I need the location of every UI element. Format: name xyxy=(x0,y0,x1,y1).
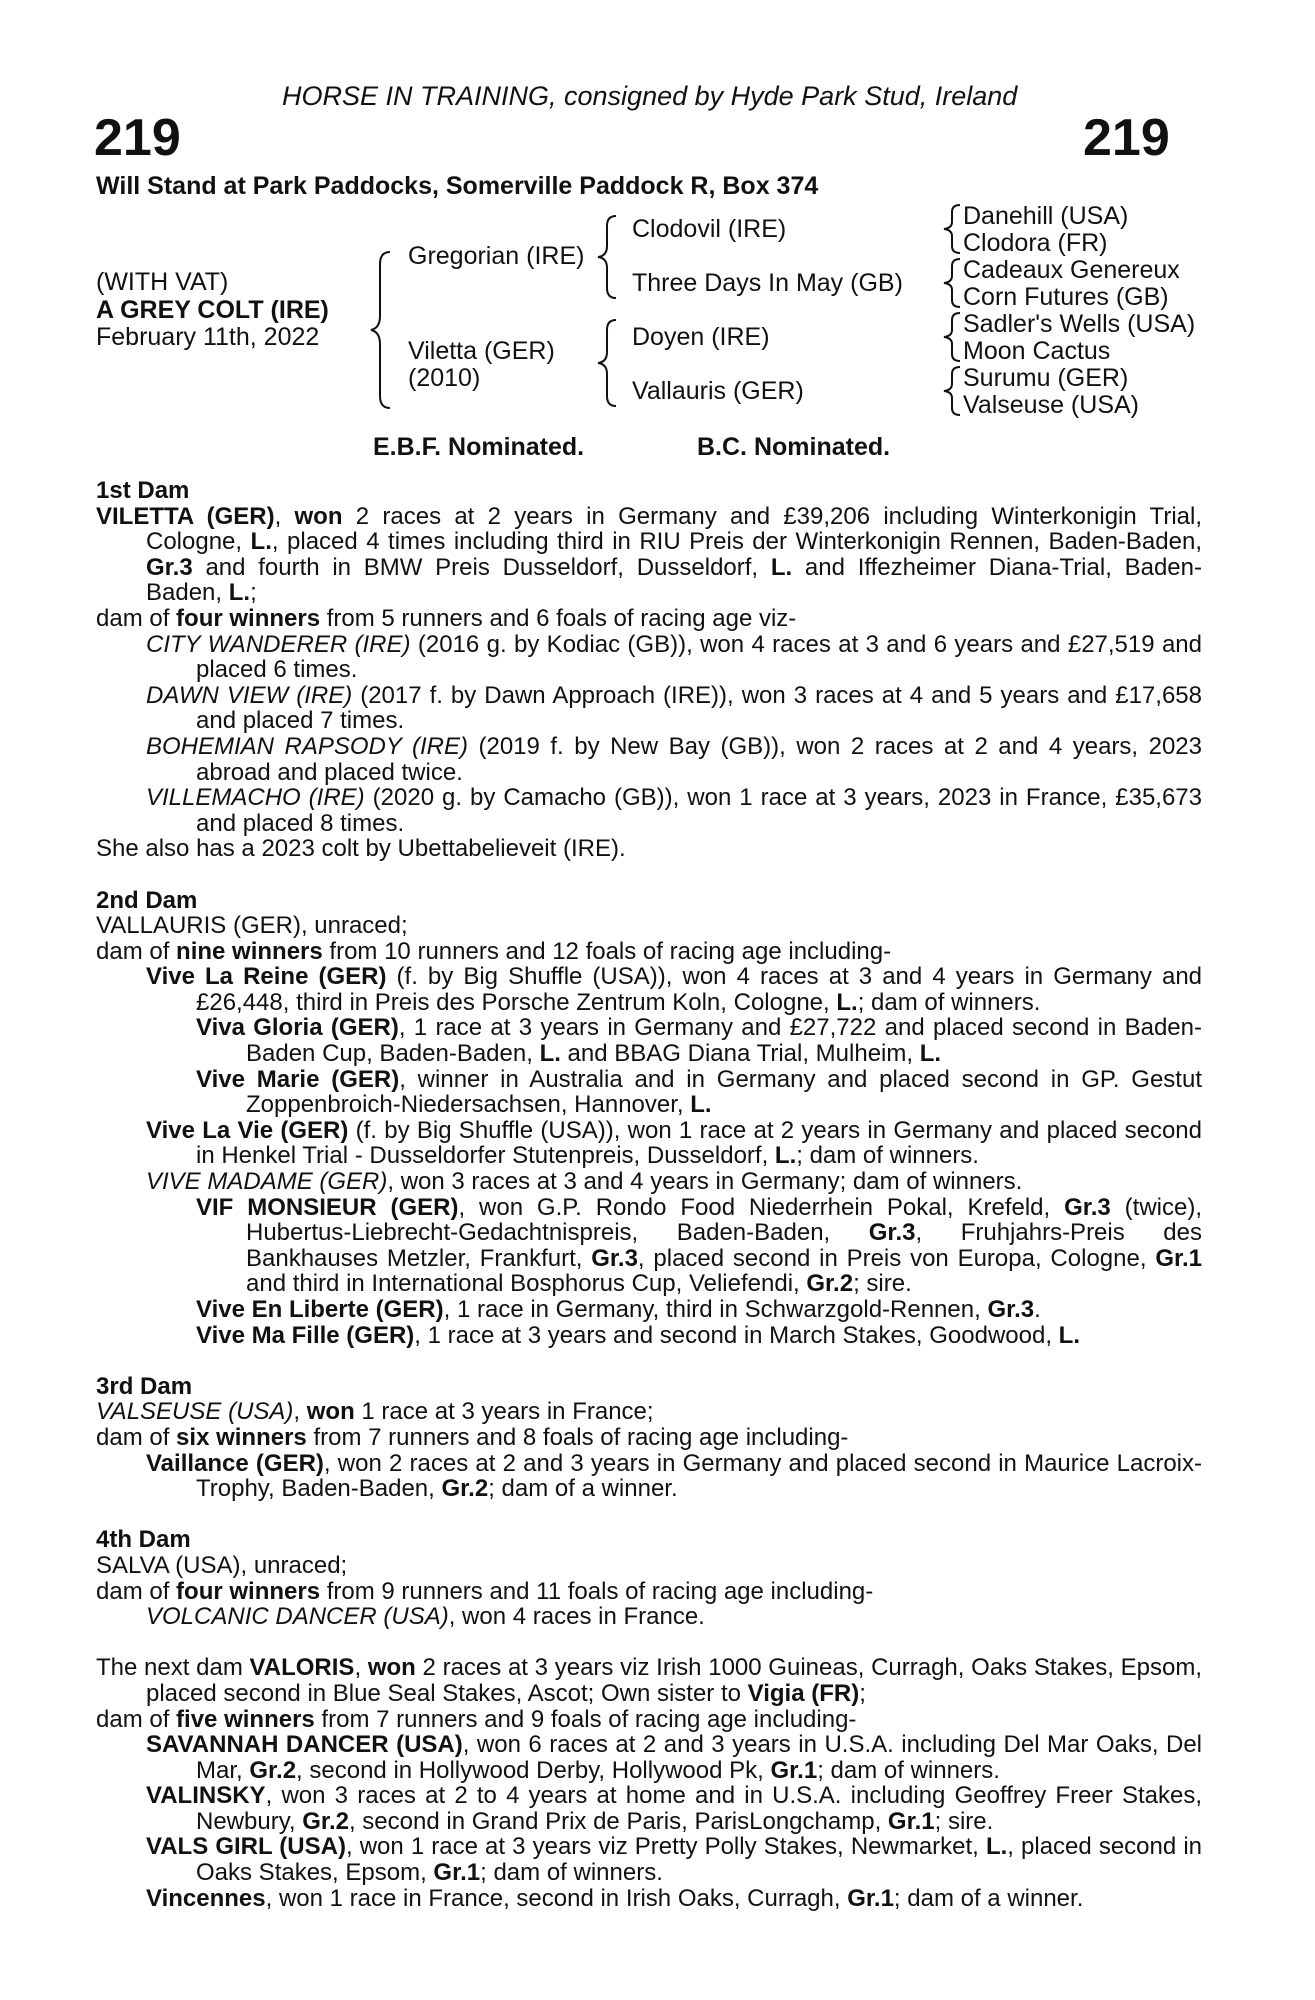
sss: Danehill (USA) xyxy=(963,202,1129,230)
pedigree-brace-dam xyxy=(594,318,624,408)
pedigree-brace-sire xyxy=(594,214,624,300)
dam1-gr3: Gr.3 xyxy=(146,553,193,581)
dam1-L2: L. xyxy=(770,553,793,581)
dam-sire: Doyen (IRE) xyxy=(632,323,770,351)
dam1-won: won xyxy=(294,502,343,530)
dam2-produce-d: Vive La Vie (GER) (f. by Big Shuffle (USA)), won 1 race at 2 years in Germany and placed second in Henkel Trial - Dusseldorfer Stutenpreis, Dusseldorf, L.; dam of winners. xyxy=(146,1116,1203,1170)
dam-dam: Vallauris (GER) xyxy=(632,377,804,405)
dam-name: Viletta (GER) xyxy=(408,337,555,365)
dam2-produce-c: Vive Marie (GER), winner in Australia and in Germany and placed second in GP. Gestut Zoppenbroich-Niedersachsen, Hannover, L. xyxy=(196,1065,1202,1119)
dss: Sadler's Wells (USA) xyxy=(963,310,1196,338)
sire-name: Gregorian (IRE) xyxy=(408,242,585,270)
dam3-produce-a: Vaillance (GER), won 2 races at 2 and 3 years in Germany and placed second in Maurice Lacroix-Trophy, Baden-Baden, Gr.2; dam of a winner. xyxy=(146,1449,1202,1503)
lot-number-right: 219 xyxy=(1083,109,1170,167)
ddd: Valseuse (USA) xyxy=(963,391,1139,419)
dam3-record: VALSEUSE (USA), won 1 race at 3 years in France; xyxy=(96,1398,654,1426)
dam3-heading: 3rd Dam xyxy=(96,1372,193,1400)
dam3-damof: dam of six winners from 7 runners and 8 foals of racing age including- xyxy=(96,1423,849,1451)
dam2-heading: 2nd Dam xyxy=(96,886,198,914)
dam4-damof: dam of four winners from 9 runners and 11 foals of racing age including- xyxy=(96,1577,874,1605)
dam1-name: VILETTA (GER) xyxy=(96,502,275,530)
dam4-produce-a: VOLCANIC DANCER (USA), won 4 races in France. xyxy=(146,1603,705,1631)
catalogue-body xyxy=(96,478,1202,1911)
pedigree-brace-main xyxy=(368,250,398,410)
dam1-text2: , placed 4 times including third in RIU Preis der Winterkonigin Rennen, Baden-Baden, xyxy=(271,528,1202,556)
dam1-produce-3: BOHEMIAN RAPSODY (IRE) (2019 f. by New Bay (GB)), won 2 races at 2 and 4 years, 2023 abroad and placed twice. xyxy=(146,732,1202,786)
dam2-damof: dam of nine winners from 10 runners and 12 foals of racing age including- xyxy=(96,937,892,965)
stand-location: Will Stand at Park Paddocks, Somerville Paddock R, Box 374 xyxy=(96,172,819,200)
next-dam-record: The next dam VALORIS, won 2 races at 3 years viz Irish 1000 Guineas, Curragh, Oaks Stakes, Epsom, placed second in Blue Seal Stakes, Ascot; Own sister to Vigia (FR); xyxy=(96,1654,1202,1707)
dsd: Moon Cactus xyxy=(963,337,1111,365)
ssd: Clodora (FR) xyxy=(963,229,1108,257)
sire-dam: Three Days In May (GB) xyxy=(632,269,903,297)
sds: Cadeaux Genereux xyxy=(963,256,1180,284)
sdd: Corn Futures (GB) xyxy=(963,283,1169,311)
next-produce-d: Vincennes, won 1 race in France, second in Irish Oaks, Curragh, Gr.1; dam of a winner. xyxy=(146,1884,1084,1912)
dam1-record: VILETTA (GER), won 2 races at 2 years in Germany and £39,206 including Winterkonigin Trial, Cologne, L., placed 4 times including third in RIU Preis der Winterkonigin Rennen, Baden-Baden, Gr.3 and fourth in BMW Preis Dusseldorf, Dusseldorf, L. and Iffezheimer Diana-Trial, Baden-Baden, L.; xyxy=(96,502,1202,607)
dam1-damof: dam of four winners from 5 runners and 6 foals of racing age viz- xyxy=(96,604,797,632)
foaling-date: February 11th, 2022 xyxy=(96,323,320,351)
dam1-produce-4: VILLEMACHO (IRE) (2020 g. by Camacho (GB)), won 1 race at 3 years, 2023 in France, £35,673 and placed 8 times. xyxy=(146,784,1202,837)
next-produce-b: VALINSKY, won 3 races at 2 to 4 years at home and in U.S.A. including Geoffrey Freer Stakes, Newbury, Gr.2, second in Grand Prix de Paris, ParisLongchamp, Gr.1; sire. xyxy=(146,1782,1202,1835)
dam1-L3: L. xyxy=(228,579,251,607)
vat-note: (WITH VAT) xyxy=(96,268,229,296)
dam2-produce-h: Vive Ma Fille (GER), 1 race at 3 years and second in March Stakes, Goodwood, L. xyxy=(196,1321,1080,1349)
dam2-produce-f: VIF MONSIEUR (GER), won G.P. Rondo Food Niederrhein Pokal, Krefeld, Gr.3 (twice), Hubertus-Liebrecht-Gedachtnispreis, Baden-Baden, Gr.3, Fruhjahrs-Preis des Bankhauses Metzler, Frankfurt, Gr.3, placed second in Preis von Europa, Cologne, Gr.1 and third in International Bosphorus Cup, Veliefendi, Gr.2; sire. xyxy=(196,1193,1203,1298)
dam4-line1: SALVA (USA), unraced; xyxy=(96,1551,348,1579)
dam2-produce-a: Vive La Reine (GER) (f. by Big Shuffle (USA)), won 4 races at 3 and 4 years in Germany and £26,448, third in Preis des Porsche Zentrum Koln, Cologne, L.; dam of winners. xyxy=(146,963,1203,1016)
dam1-text5: ; xyxy=(250,579,257,607)
dam2-line1: VALLAURIS (GER), unraced; xyxy=(96,912,408,940)
dam1-heading: 1st Dam xyxy=(96,477,190,504)
dam1-text1: 2 races at 2 years in Germany and £39,206 including Winterkonigin Trial, Cologne, xyxy=(146,502,1202,556)
dam1-produce-2: DAWN VIEW (IRE) (2017 f. by Dawn Approach (IRE)), won 3 races at 4 and 5 years and £17,658 and placed 7 times. xyxy=(146,681,1202,735)
dam2-produce-e: VIVE MADAME (GER), won 3 races at 3 and 4 years in Germany; dam of winners. xyxy=(146,1168,1023,1196)
dam2-produce-b: Viva Gloria (GER), 1 race at 3 years in Germany and £27,722 and placed second in Baden-Baden Cup, Baden-Baden, L. and BBAG Diana Trial, Mulheim, L. xyxy=(196,1014,1202,1068)
dam2-produce-g: Vive En Liberte (GER), 1 race in Germany, third in Schwarzgold-Rennen, Gr.3. xyxy=(196,1296,1041,1323)
dam-year: (2010) xyxy=(408,364,481,392)
horse-name: A GREY COLT (IRE) xyxy=(96,296,329,324)
bc-nominated: B.C. Nominated. xyxy=(697,433,891,461)
next-damof: dam of five winners from 7 runners and 9 foals of racing age including- xyxy=(96,1705,857,1733)
dam4-heading: 4th Dam xyxy=(96,1526,191,1554)
next-produce-c: VALS GIRL (USA), won 1 race at 3 years viz Pretty Polly Stakes, Newmarket, L., placed second in Oaks Stakes, Epsom, Gr.1; dam of winners. xyxy=(146,1833,1202,1887)
next-produce-a: SAVANNAH DANCER (USA), won 6 races at 2 and 3 years in U.S.A. including Del Mar Oaks, Del Mar, Gr.2, second in Hollywood Derby, Hollywood Pk, Gr.1; dam of winners. xyxy=(146,1731,1203,1784)
dds: Surumu (GER) xyxy=(963,364,1129,392)
dam1-text3: and fourth in BMW Preis Dusseldorf, Dusseldorf, xyxy=(192,553,771,581)
dam1-text4: and Iffezheimer Diana-Trial, Baden-Baden, xyxy=(146,553,1202,607)
lot-number-left: 219 xyxy=(94,109,181,167)
consignment-line: HORSE IN TRAINING, consigned by Hyde Park Stud, Ireland xyxy=(282,81,1018,111)
sire-sire: Clodovil (IRE) xyxy=(632,215,787,243)
ebf-nominated: E.B.F. Nominated. xyxy=(373,433,585,461)
dam1-L: L. xyxy=(250,528,272,556)
dam1-produce-1: CITY WANDERER (IRE) (2016 g. by Kodiac (GB)), won 4 races at 3 and 6 years and £27,519 and placed 6 times. xyxy=(146,630,1202,684)
dam1-also: She also has a 2023 colt by Ubettabelieveit (IRE). xyxy=(96,835,626,863)
